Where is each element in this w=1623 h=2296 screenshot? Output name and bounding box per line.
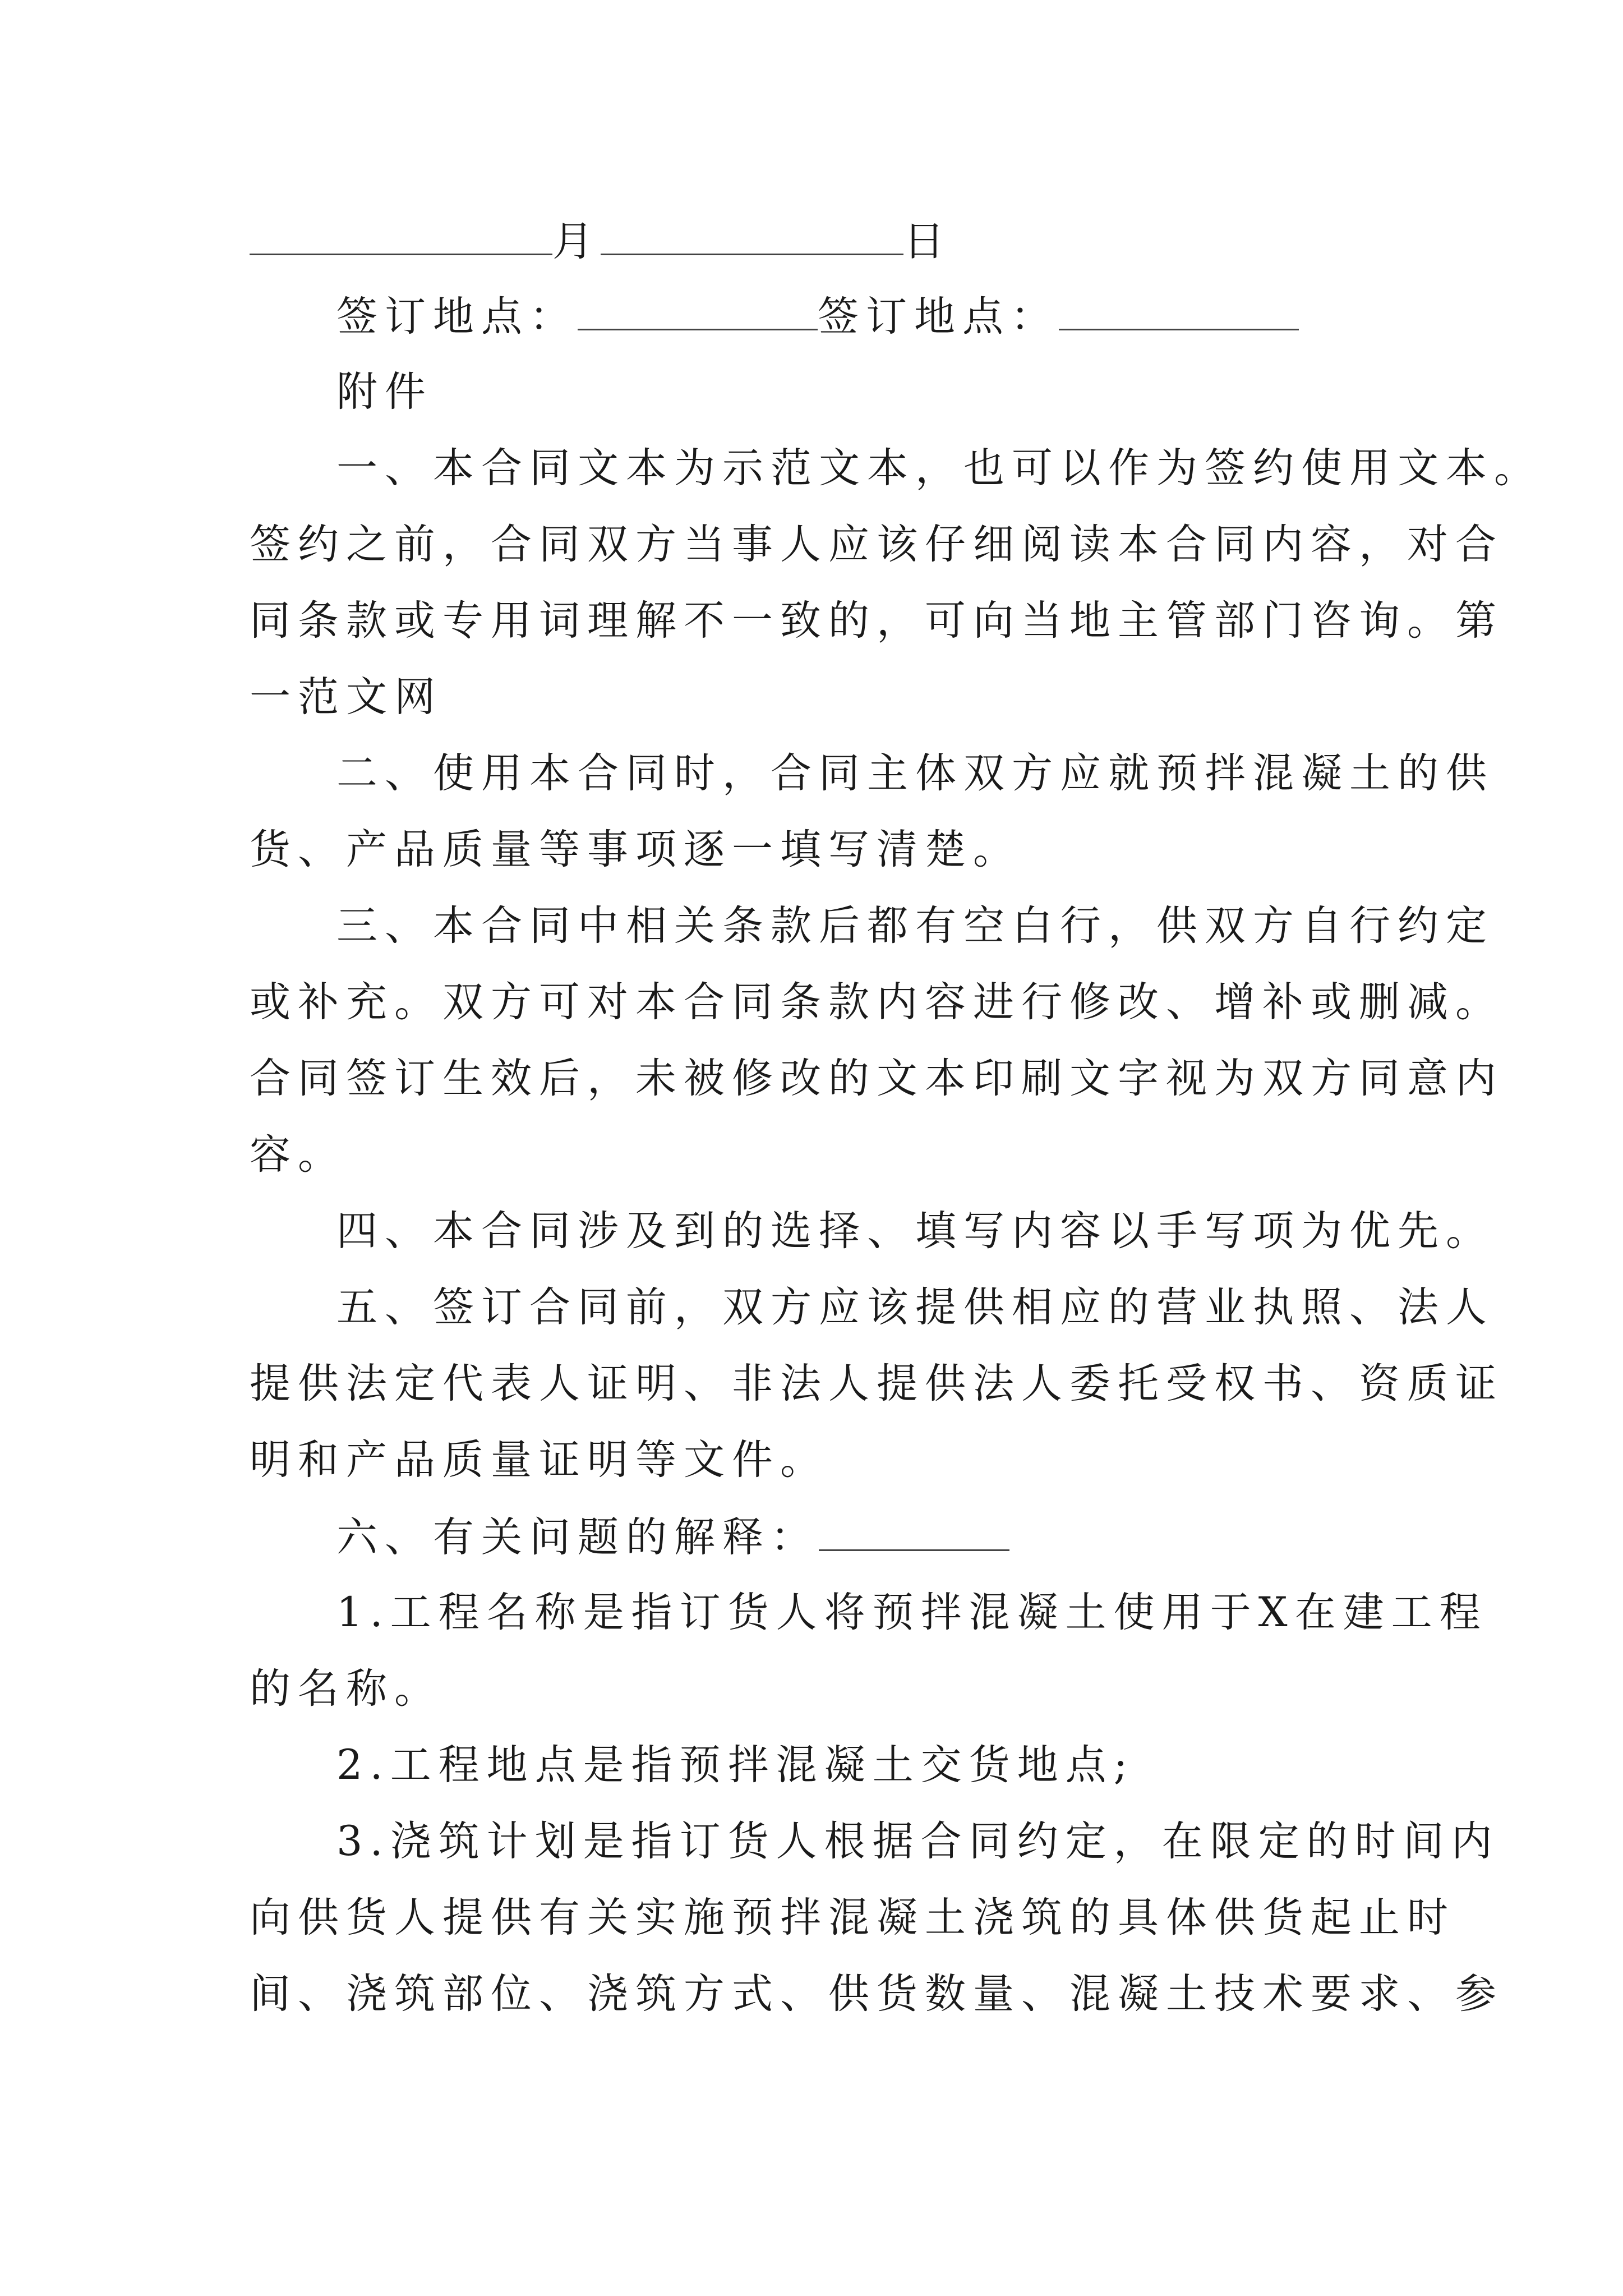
item3-line1: 3.浇筑计划是指订货人根据合同约定，在限定的时间内 [336,1818,1500,1865]
month-blank[interactable] [250,220,552,255]
para5-line1: 五、签订合同前，双方应该提供相应的营业执照、法人 [336,1283,1494,1331]
attachment-title: 附件 [336,368,433,416]
item3-line2: 向供货人提供有关实施预拌混凝土浇筑的具体供货起止时 [250,1894,1455,1941]
para5-line2: 提供法定代表人证明、非法人提供法人委托受权书、资质证 [250,1360,1504,1407]
sign-place-blank-b[interactable] [1059,295,1299,330]
day-label: 日 [903,218,952,265]
para4-line1: 四、本合同涉及到的选择、填写内容以手写项为优先。 [336,1207,1494,1255]
para3-line3: 合同签订生效后，未被修改的文本印刷文字视为双方同意内 [250,1055,1504,1102]
para6-blank[interactable] [819,1516,1009,1551]
day-blank[interactable] [601,220,903,255]
para1-line4: 一范文网 [250,673,442,721]
sign-place-blank-a[interactable] [578,295,818,330]
para2-line2: 货、产品质量等事项逐一填写清楚。 [250,826,1021,873]
sign-place-label-b: 签订地点： [818,293,1059,341]
para6-label: 六、有关问题的解释： [336,1513,819,1561]
para1-line1: 一、本合同文本为示范文本，也可以作为签约使用文本。 [336,444,1542,492]
date-line [250,218,952,265]
month-label: 月 [552,218,601,265]
sign-place-label-a: 签订地点： [336,293,578,341]
para2-line1: 二、使用本合同时，合同主体双方应就预拌混凝土的供 [336,749,1494,797]
item1-line1: 1.工程名称是指订货人将预拌混凝土使用于X在建工程 [336,1589,1488,1636]
para6-line [336,1513,1009,1561]
para3-line2: 或补充。双方可对本合同条款内容进行修改、增补或删减。 [250,978,1504,1026]
sign-place-line [336,293,1299,341]
item1-line2: 的名称。 [250,1665,442,1713]
para1-line2: 签约之前，合同双方当事人应该仔细阅读本合同内容，对合 [250,521,1504,568]
para3-line4: 容。 [250,1131,346,1179]
para1-line3: 同条款或专用词理解不一致的，可向当地主管部门咨询。第 [250,597,1504,645]
para3-line1: 三、本合同中相关条款后都有空白行，供双方自行约定 [336,902,1494,950]
item3-line3: 间、浇筑部位、浇筑方式、供货数量、混凝土技术要求、参 [250,1970,1504,2018]
para5-line3: 明和产品质量证明等文件。 [250,1436,828,1484]
item2-line1: 2.工程地点是指预拌混凝土交货地点; [336,1741,1135,1789]
